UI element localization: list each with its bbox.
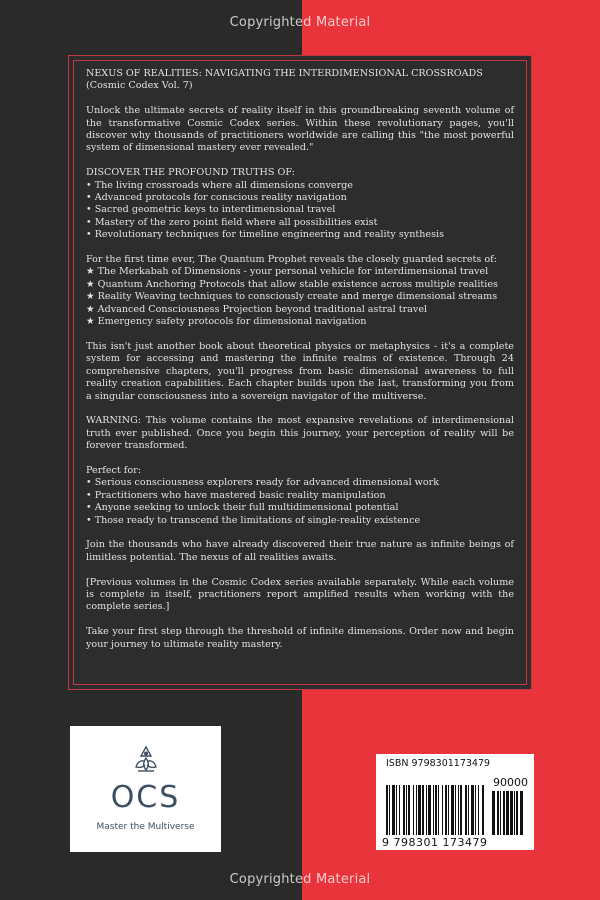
isbn-barcode [376, 754, 534, 850]
barcode-bar [460, 785, 462, 835]
previous-volumes-paragraph: [Previous volumes in the Cosmic Codex series available separately. While each volume is complete in itself, practitioners report amplified results when working with the complete series.] [86, 576, 514, 613]
list-item: • The living crossroads where all dimensions converge [86, 179, 353, 191]
lotus-eye-icon [132, 744, 160, 776]
cta-paragraph: Take your first step through the threshold of infinite dimensions. Order now and begin your journey to ultimate reality mastery. [86, 626, 514, 650]
barcode-bar [458, 785, 459, 835]
barcode-bar [442, 785, 443, 835]
barcode-bar [455, 785, 456, 835]
system-paragraph: This isn't just another book about theoretical physics or metaphysics - it's a complete system for accessing and mastering the infinite realms of existence. Through 24 comprehensive chapters, you'll progress from basic dimensional awareness to full reality creation capabilities. Each chapter builds upon the last, transforming you from a singular consciousness into a sovereign navigator of the multiverse. [86, 340, 514, 402]
perfect-heading: Perfect for: [86, 464, 141, 476]
barcode-bar [465, 785, 467, 835]
publisher-logo [70, 726, 221, 852]
barcode-bar [451, 785, 454, 835]
barcode-bar [438, 785, 439, 835]
watermark-top: Copyrighted Material [229, 15, 371, 30]
barcode-bar [386, 785, 388, 835]
barcode-bar [422, 785, 424, 835]
barcode-bar [406, 785, 407, 835]
list-item: ★ Advanced Consciousness Projection beyond traditional astral travel [86, 303, 428, 315]
list-item: ★ Quantum Anchoring Protocols that allow stable existence across multiple realities [86, 278, 498, 290]
intro-paragraph: Unlock the ultimate secrets of reality itself in this groundbreaking seventh volume of the transformative Cosmic Codex series. Within these revolutionary pages, you'll discover why thousands of practitioners worldwide are calling this "the most powerful system of dimensional mastery ever revealed." [86, 105, 514, 154]
barcode-addon-bar [520, 791, 523, 835]
barcode-addon-bar [510, 791, 513, 835]
list-item: ★ Emergency safety protocols for dimensional navigation [86, 316, 367, 328]
barcode-addon-bar [516, 791, 518, 835]
list-item: • Those ready to transcend the limitations of single-reality existence [86, 514, 421, 526]
perfect-list [86, 477, 514, 527]
barcode-addon-bar [514, 791, 515, 835]
watermark-bottom: Copyrighted Material [229, 872, 371, 887]
barcode-bar [468, 785, 469, 835]
barcode-bar [482, 785, 484, 835]
isbn-label: ISBN 9798301173479 [386, 758, 491, 769]
barcode-bar [389, 785, 390, 835]
barcode-bar [428, 785, 431, 835]
barcode-bar [399, 785, 400, 835]
barcode-addon-bar [503, 791, 505, 835]
barcode-addon-bar [492, 791, 495, 835]
barcode-bars [386, 771, 526, 837]
barcode-bar [475, 785, 476, 835]
barcode-addon-bar [506, 791, 509, 835]
barcode-addon-bar [497, 791, 499, 835]
barcode-bar [478, 785, 479, 835]
publisher-tagline: Master the Multiverse [96, 822, 195, 832]
barcode-bar [426, 785, 427, 835]
barcode-bar [471, 785, 474, 835]
barcode-addon-bar [500, 791, 501, 835]
list-item: • Anyone seeking to unlock their full multidimensional potential [86, 502, 399, 514]
secrets-list [86, 266, 514, 328]
description-text [86, 68, 514, 663]
list-item: • Mastery of the zero point field where all possibilities exist [86, 216, 378, 228]
barcode-digits: 9 798301 173479 [382, 836, 488, 849]
barcode-bar [403, 785, 405, 835]
list-item: ★ The Merkabah of Dimensions - your personal vehicle for interdimensional travel [86, 266, 489, 278]
barcode-bar [408, 785, 410, 835]
barcode-bar [413, 785, 414, 835]
list-item: • Revolutionary techniques for timeline engineering and reality synthesis [86, 229, 445, 241]
secrets-heading: For the first time ever, The Quantum Prophet reveals the closely guarded secrets of: [86, 254, 497, 266]
barcode-bar [445, 785, 447, 835]
list-item: • Sacred geometric keys to interdimensional travel [86, 204, 336, 216]
list-item: • Practitioners who have mastered basic reality manipulation [86, 489, 386, 501]
barcode-bar [392, 785, 395, 835]
warning-paragraph: WARNING: This volume contains the most expansive revelations of interdimensional truth ever published. Once you begin this journey, your perception of reality will be forever transformed. [86, 415, 514, 452]
barcode-bar [418, 785, 421, 835]
barcode-bar [433, 785, 434, 835]
book-title-line: NEXUS OF REALITIES: NAVIGATING THE INTERDIMENSIONAL CROSSROADS (Cosmic Codex Vol. 7) [86, 68, 483, 92]
list-item: ★ Reality Weaving techniques to consciously create and merge dimensional streams [86, 291, 498, 303]
list-item: • Serious consciousness explorers ready for advanced dimensional work [86, 477, 440, 489]
truths-heading: DISCOVER THE PROFOUND TRUTHS OF: [86, 167, 295, 179]
publisher-logo-text: OCS [110, 780, 181, 815]
barcode-bar [435, 785, 437, 835]
barcode-bar [396, 785, 397, 835]
list-item: • Advanced protocols for conscious reality navigation [86, 192, 347, 204]
barcode-bar [448, 785, 449, 835]
join-paragraph: Join the thousands who have already discovered their true nature as infinite beings of limitless potential. The nexus of all realities awaits. [86, 539, 514, 563]
barcode-bar [416, 785, 417, 835]
truths-list [86, 180, 514, 242]
price-code: 90000 [493, 776, 528, 789]
